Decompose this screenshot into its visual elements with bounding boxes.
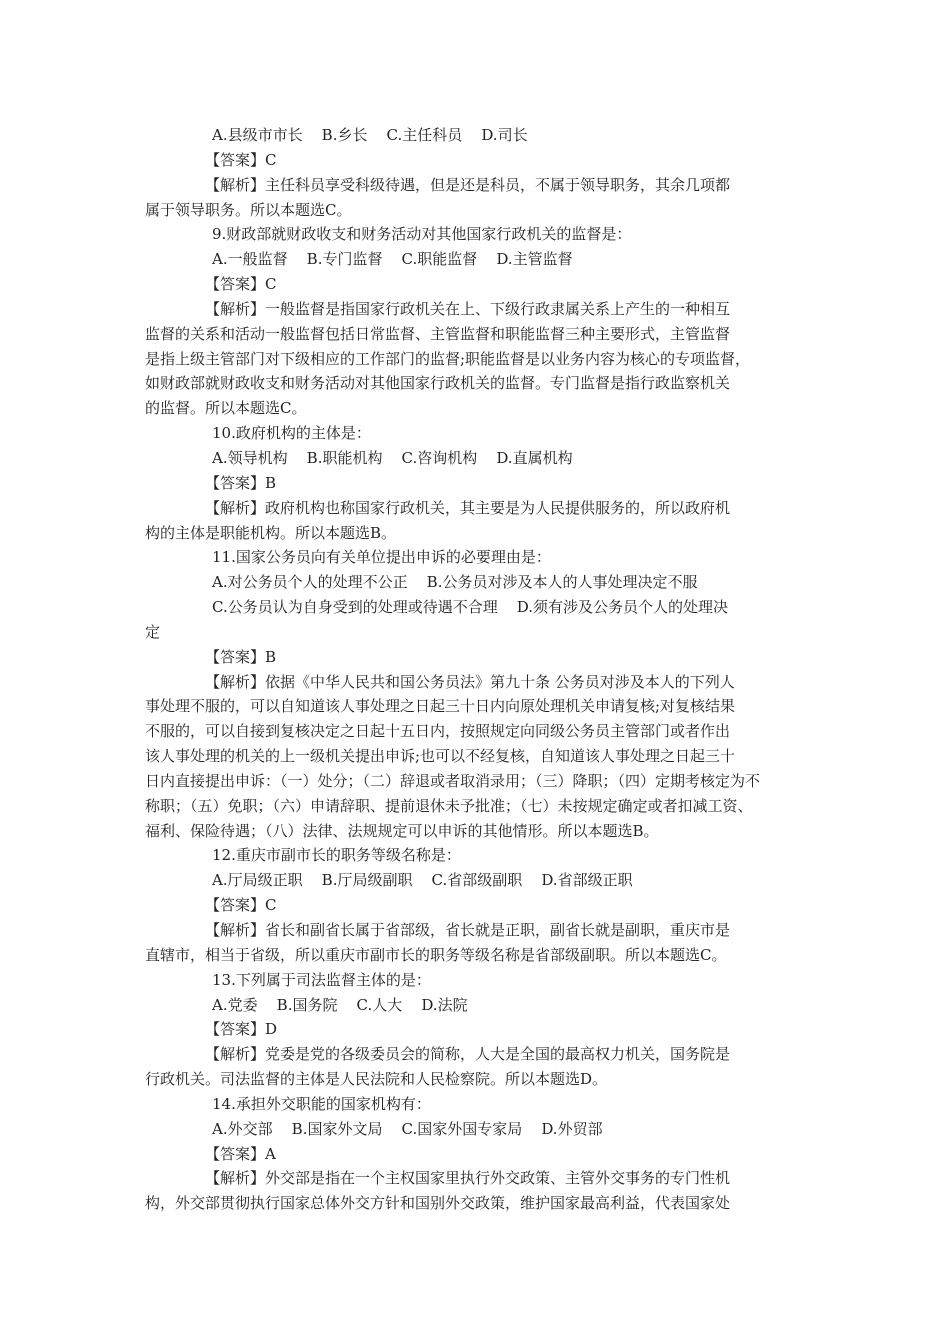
text-line: 【解析】省长和副省长属于省部级，省长就是正职，副省长就是副职，重庆市是 xyxy=(205,921,731,939)
text-line: 9.财政部就财政收支和财务活动对其他国家行政机关的监督是： xyxy=(212,225,632,244)
text-line: 事处理不服的，可以自知道该人事处理之日起三十日内向原处理机关申请复核;对复核结果 xyxy=(145,697,736,716)
text-line: 是指上级主管部门对下级相应的工作部门的监督;职能监督是以业务内容为核心的专项监督， xyxy=(145,349,751,368)
text-line: 福利、保险待遇；（八）法律、法规规定可以申诉的其他情形。所以本题选B。 xyxy=(145,821,659,840)
text-line: C.公务员认为自身受到的处理或待遇不合理 D.须有涉及公务员个人的处理决 xyxy=(212,598,729,617)
text-line: 该人事处理的机关的上一级机关提出申诉;也可以不经复核，自知道该人事处理之日起三十 xyxy=(145,747,736,766)
text-line: 【答案】A xyxy=(205,1144,276,1163)
text-line: A.领导机构 B.职能机构 C.咨询机构 D.直属机构 xyxy=(212,448,573,467)
text-line: 不服的，可以自接到复核决定之日起十五日内，按照规定向同级公务员主管部门或者作出 xyxy=(145,722,731,741)
text-line: 【解析】外交部是指在一个主权国家里执行外交政策、主管外交事务的专门性机 xyxy=(205,1169,731,1188)
text-line: 构的主体是职能机构。所以本题选B。 xyxy=(145,523,397,542)
text-line: A.对公务员个人的处理不公正 B.公务员对涉及本人的人事处理决定不服 xyxy=(212,573,698,592)
text-line: 定 xyxy=(145,622,161,641)
text-line: 【解析】依据《中华人民共和国公务员法》第九十条 公务员对涉及本人的下列人 xyxy=(205,672,735,691)
text-line: 【答案】B xyxy=(205,647,277,666)
text-line: A.党委 B.国务院 C.人大 D.法院 xyxy=(212,995,468,1014)
text-line: A.厅局级正职 B.厅局级副职 C.省部级副职 D.省部级正职 xyxy=(212,871,633,890)
text-line: 【答案】C xyxy=(205,896,277,915)
text-line: 10.政府机构的主体是： xyxy=(212,424,371,443)
text-line: 构，外交部贯彻执行国家总体外交方针和国别外交政策，维护国家最高利益，代表国家处 xyxy=(145,1194,731,1213)
text-line: 【解析】一般监督是指国家行政机关在上、下级行政隶属关系上产生的一种相互 xyxy=(205,299,731,318)
text-line: 的监督。所以本题选C。 xyxy=(145,399,307,418)
text-line: 【解析】主任科员享受科级待遇，但是还是科员，不属于领导职务，其余几项都 xyxy=(205,175,731,194)
text-line: 13.下列属于司法监督主体的是： xyxy=(212,970,431,989)
text-line: 【答案】C xyxy=(205,150,277,169)
text-line: 14.承担外交职能的国家机构有： xyxy=(212,1094,431,1113)
text-line: 称职；（五）免职；（六）申请辞职、提前退休未予批准；（七）未按规定确定或者扣减工资、 xyxy=(145,796,753,815)
text-line: 直辖市，相当于省级，所以重庆市副市长的职务等级名称是省部级副职。所以本题选C。 xyxy=(145,945,727,964)
text-line: 11.国家公务员向有关单位提出申诉的必要理由是： xyxy=(212,548,551,567)
text-line: A.县级市市长 B.乡长 C.主任科员 D.司长 xyxy=(212,126,528,144)
text-line: A.外交部 B.国家外文局 C.国家外国专家局 D.外贸部 xyxy=(212,1119,603,1138)
text-line: 行政机关。司法监督的主体是人民法院和人民检察院。所以本题选D。 xyxy=(145,1070,608,1089)
text-line: 【解析】党委是党的各级委员会的简称，人大是全国的最高权力机关，国务院是 xyxy=(205,1045,731,1064)
text-line: 【解析】政府机构也称国家行政机关，其主要是为人民提供服务的，所以政府机 xyxy=(205,498,731,517)
text-line: 日内直接提出申诉：（一）处分；（二）辞退或者取消录用；（三）降职；（四）定期考核定为不 xyxy=(145,771,761,790)
text-line: 如财政部就财政收支和财务活动对其他国家行政机关的监督。专门监督是指行政监察机关 xyxy=(145,374,731,393)
text-line: 【答案】D xyxy=(205,1020,278,1039)
document-page xyxy=(145,123,807,1216)
text-line: 监督的关系和活动一般监督包括日常监督、主管监督和职能监督三种主要形式，主管监督 xyxy=(145,324,731,343)
text-line: 【答案】B xyxy=(205,473,277,492)
text-line: 12.重庆市副市长的职务等级名称是： xyxy=(212,846,461,865)
text-line: 【答案】C xyxy=(205,275,277,294)
text-line: 属于领导职务。所以本题选C。 xyxy=(145,200,352,219)
text-line: A.一般监督 B.专门监督 C.职能监督 D.主管监督 xyxy=(212,250,573,269)
